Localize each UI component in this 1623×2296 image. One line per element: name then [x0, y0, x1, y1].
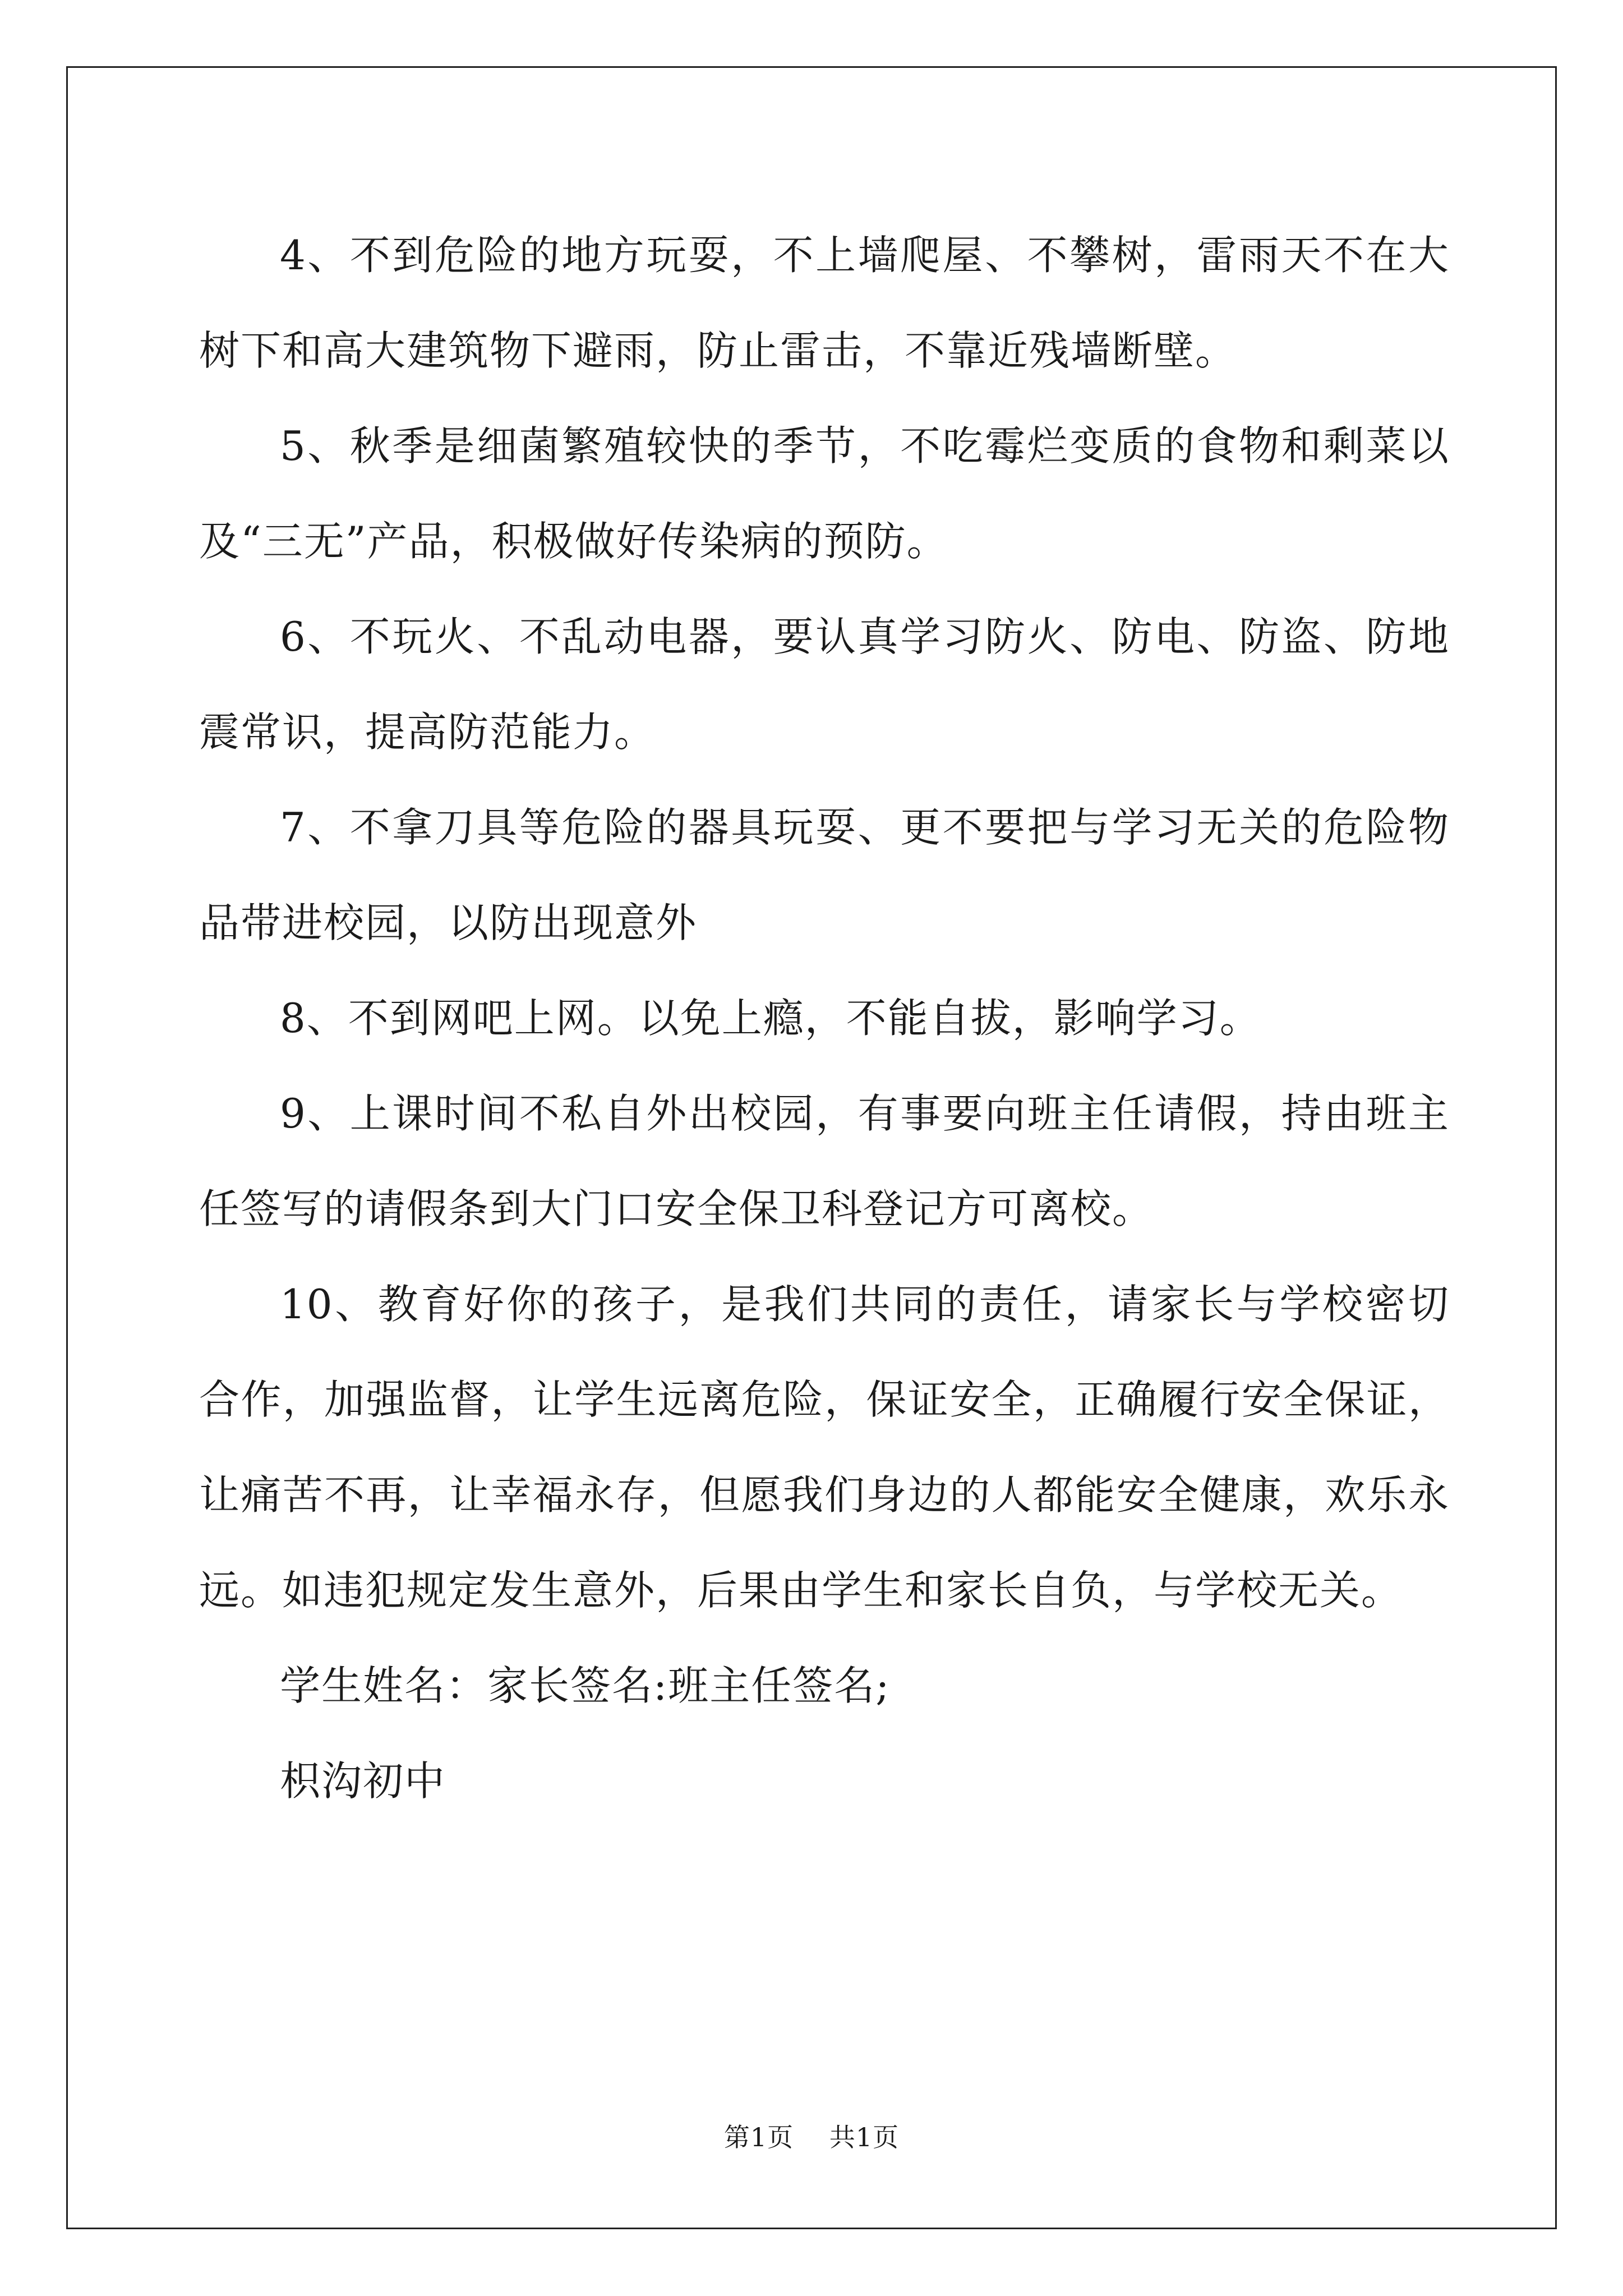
- paragraph-item-7: 7、不拿刀具等危险的器具玩耍、更不要把与学习无关的危险物品带进校园，以防出现意外: [199, 804, 1450, 946]
- paragraph-item-9: 9、上课时间不私自外出校园，有事要向班主任请假，持由班主任签写的请假条到大门口安全保卫科登记方可离校。: [199, 1090, 1450, 1232]
- signature-line: 学生姓名：家长签名:班主任签名;: [280, 1662, 891, 1709]
- paragraph-item-8: 8、不到网吧上网。以免上瘾，不能自拔，影响学习。: [280, 995, 1261, 1042]
- document-body: [199, 208, 1450, 1829]
- page-number: 第1页: [723, 2122, 794, 2152]
- paragraph-item-4: 4、不到危险的地方玩耍，不上墙爬屋、不攀树，雷雨天不在大树下和高大建筑物下避雨，防止雷击，不靠近残墙断壁。: [199, 232, 1450, 374]
- school-name: 枳沟初中: [280, 1757, 446, 1805]
- paragraph-item-10: 10、教育好你的孩子，是我们共同的责任，请家长与学校密切合作，加强监督，让学生远离危险，保证安全，正确履行安全保证，让痛苦不再，让幸福永存，但愿我们身边的人都能安全健康，欢乐永远。如违犯规定发生意外，后果由学生和家长自负，与学校无关。: [199, 1281, 1450, 1614]
- paragraph-item-6: 6、不玩火、不乱动电器，要认真学习防火、防电、防盗、防地震常识，提高防范能力。: [199, 613, 1450, 756]
- page-footer: [0, 2120, 1623, 2154]
- page-total: 共1页: [829, 2122, 900, 2152]
- paragraph-item-5: 5、秋季是细菌繁殖较快的季节，不吃霉烂变质的食物和剩菜以及“三无”产品，积极做好传染病的预防。: [199, 422, 1450, 565]
